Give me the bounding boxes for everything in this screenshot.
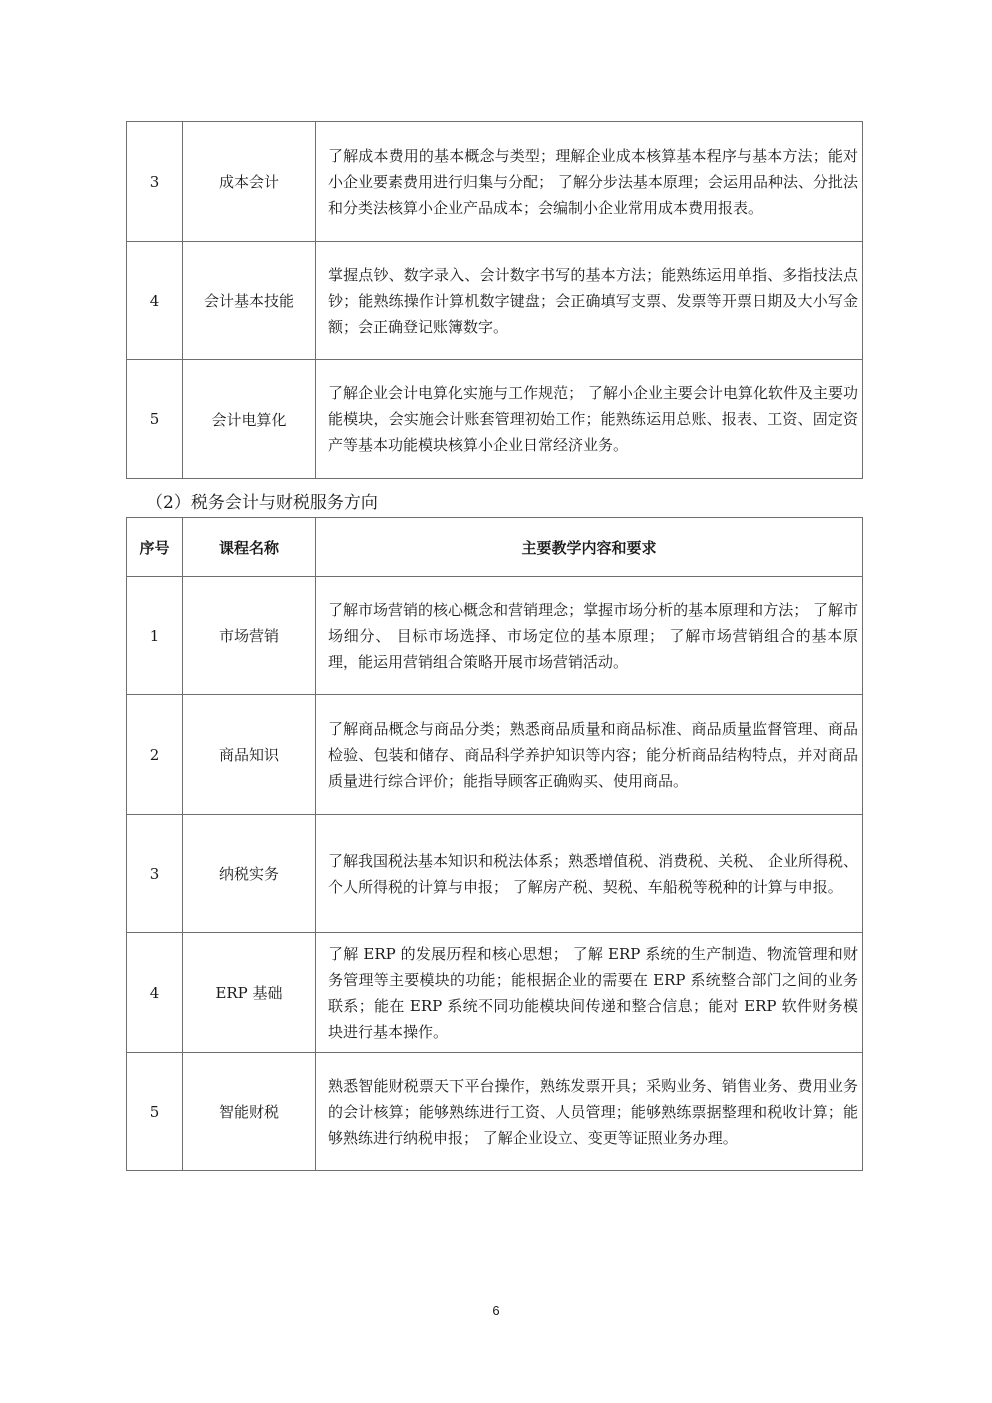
course-content: 了解企业会计电算化实施与工作规范； 了解小企业主要会计电算化软件及主要功能模块，会实施会计账套管理初始工作；能熟练运用总账、报表、工资、固定资产等基本功能模块核算小企业日常经济业务。 <box>316 360 863 479</box>
table-row <box>127 933 863 1053</box>
course-name: 会计电算化 <box>183 360 316 479</box>
course-content: 了解市场营销的核心概念和营销理念；掌握市场分析的基本原理和方法； 了解市场细分、 目标市场选择、市场定位的基本原理； 了解市场营销组合的基本原理，能运用营销组合策略开展市场营销活动。 <box>316 577 863 695</box>
table-row <box>127 815 863 933</box>
course-name: 商品知识 <box>183 695 316 815</box>
table-row <box>127 577 863 695</box>
course-name: ERP 基础 <box>183 933 316 1053</box>
header-content: 主要教学内容和要求 <box>316 518 863 577</box>
course-number: 3 <box>127 815 183 933</box>
course-content: 了解 ERP 的发展历程和核心思想； 了解 ERP 系统的生产制造、物流管理和财务管理等主要模块的功能；能根据企业的需要在 ERP 系统整合部门之间的业务联系；能在 ERP 系统不同功能模块间传递和整合信息；能对 ERP 软件财务模块进行基本操作。 <box>316 933 863 1053</box>
course-number: 5 <box>127 360 183 479</box>
course-content: 熟悉智能财税票天下平台操作，熟练发票开具；采购业务、销售业务、费用业务的会计核算；能够熟练进行工资、人员管理；能够熟练票据整理和税收计算；能够熟练进行纳税申报； 了解企业设立、变更等证照业务办理。 <box>316 1053 863 1171</box>
table-row <box>127 1053 863 1171</box>
course-name: 会计基本技能 <box>183 242 316 360</box>
course-number: 2 <box>127 695 183 815</box>
course-number: 4 <box>127 933 183 1053</box>
course-content: 了解商品概念与商品分类；熟悉商品质量和商品标准、商品质量监督管理、商品检验、包装和储存、商品科学养护知识等内容；能分析商品结构特点，并对商品质量进行综合评价；能指导顾客正确购买、使用商品。 <box>316 695 863 815</box>
course-number: 5 <box>127 1053 183 1171</box>
section-heading: （2）税务会计与财税服务方向 <box>146 493 378 513</box>
course-number: 1 <box>127 577 183 695</box>
header-course-name: 课程名称 <box>183 518 316 577</box>
course-number: 3 <box>127 122 183 242</box>
course-content: 掌握点钞、数字录入、会计数字书写的基本方法；能熟练运用单指、多指技法点钞；能熟练操作计算机数字键盘；会正确填写支票、发票等开票日期及大小写金额；会正确登记账簿数字。 <box>316 242 863 360</box>
header-number: 序号 <box>127 518 183 577</box>
course-name: 纳税实务 <box>183 815 316 933</box>
course-content: 了解成本费用的基本概念与类型；理解企业成本核算基本程序与基本方法；能对小企业要素费用进行归集与分配； 了解分步法基本原理；会运用品种法、分批法和分类法核算小企业产品成本；会编制小企业常用成本费用报表。 <box>316 122 863 242</box>
course-name: 智能财税 <box>183 1053 316 1171</box>
table-row <box>127 122 863 242</box>
table-header-row <box>127 518 863 577</box>
table-row <box>127 360 863 479</box>
course-table-tax <box>126 517 863 1171</box>
table-row <box>127 695 863 815</box>
course-content: 了解我国税法基本知识和税法体系；熟悉增值税、消费税、关税、 企业所得税、个人所得税的计算与申报； 了解房产税、契税、车船税等税种的计算与申报。 <box>316 815 863 933</box>
course-number: 4 <box>127 242 183 360</box>
course-table-accounting <box>126 121 863 479</box>
page-number: 6 <box>492 1303 500 1318</box>
course-name: 市场营销 <box>183 577 316 695</box>
course-name: 成本会计 <box>183 122 316 242</box>
table-row <box>127 242 863 360</box>
